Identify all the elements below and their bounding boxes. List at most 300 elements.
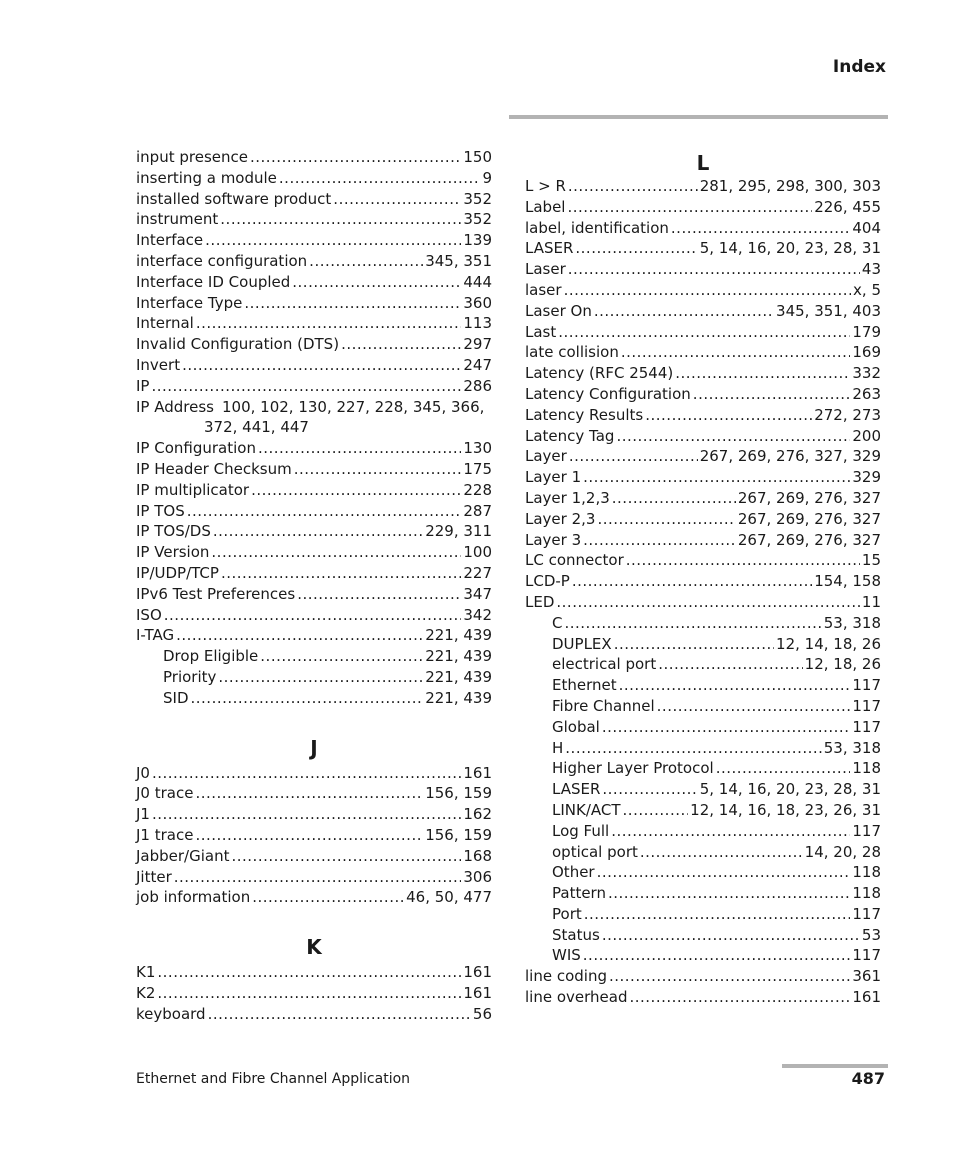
index-entry (525, 987, 881, 1008)
index-pages: 150 (463, 148, 492, 166)
index-column-right (525, 150, 881, 1008)
dot-leader (182, 355, 461, 376)
index-pages: 5, 14, 16, 20, 23, 28, 31 (699, 239, 881, 258)
index-pages: 118 (852, 863, 881, 882)
index-pages: 12, 18, 26 (804, 655, 881, 674)
index-term: Log Full (552, 821, 610, 840)
index-subentry (136, 646, 492, 667)
index-entry (525, 426, 881, 447)
index-term: IP TOS/DS (136, 522, 211, 541)
dot-leader (568, 259, 860, 280)
index-pages: 118 (852, 759, 881, 778)
dot-leader (297, 584, 461, 605)
index-pages: 11 (861, 592, 881, 611)
dot-leader (208, 1004, 471, 1025)
index-entry (136, 209, 492, 230)
index-term: Interface (136, 231, 204, 250)
index-term: IP Version (136, 543, 210, 562)
index-subentry (525, 925, 881, 946)
dot-leader (205, 230, 461, 251)
index-entry (525, 509, 881, 530)
dot-leader (611, 821, 850, 842)
index-subentry (525, 842, 881, 863)
index-entry (525, 530, 881, 551)
index-pages: 162 (463, 805, 492, 824)
index-entry (525, 342, 881, 363)
index-term: Laser (525, 260, 566, 279)
index-entry (525, 405, 881, 426)
index-entry (136, 584, 492, 605)
index-pages: 227 (463, 563, 492, 582)
index-pages: 117 (852, 904, 881, 923)
index-pages: 154, 158 (814, 572, 881, 591)
index-subentry (136, 688, 492, 709)
index-subentry (525, 821, 881, 842)
dot-leader (575, 238, 697, 259)
dot-leader (565, 738, 821, 759)
index-term: K1 (136, 963, 156, 982)
dot-leader (260, 646, 423, 667)
index-term: Latency Configuration (525, 384, 691, 403)
index-entry (136, 605, 492, 626)
dot-leader (191, 688, 424, 709)
dot-leader (616, 426, 850, 447)
index-term: K2 (136, 983, 156, 1002)
index-pages: 263 (852, 384, 881, 403)
dot-leader (623, 800, 689, 821)
index-subentry (525, 675, 881, 696)
dot-leader (597, 509, 735, 530)
index-term: Interface Type (136, 293, 243, 312)
index-pages: 347 (463, 584, 492, 603)
index-pages: 130 (463, 439, 492, 458)
index-term: L > R (525, 177, 566, 195)
index-entry (136, 983, 492, 1004)
index-pages-continued: 372, 441, 447 (204, 418, 309, 437)
index-entry (136, 887, 492, 908)
dot-leader (164, 605, 462, 626)
dot-leader (602, 779, 697, 800)
dot-leader (564, 280, 851, 301)
index-pages: 329 (852, 468, 881, 487)
index-term: LASER (525, 239, 574, 258)
dot-leader (211, 542, 461, 563)
index-term: IP Configuration (136, 439, 256, 458)
header-rule (509, 115, 888, 119)
dot-leader (597, 862, 851, 883)
index-entry (136, 1004, 492, 1025)
index-term: IP (136, 376, 150, 395)
index-term: J1 (136, 805, 150, 824)
index-term: J0 trace (136, 784, 194, 803)
index-pages: 228 (463, 480, 492, 499)
index-pages: 56 (472, 1004, 492, 1023)
index-pages: 267, 269, 276, 327 (737, 530, 881, 549)
index-pages: 9 (482, 168, 492, 187)
index-pages: 267, 269, 276, 327 (737, 488, 881, 507)
index-term: Status (552, 925, 600, 944)
dot-leader (218, 667, 423, 688)
index-term: Internal (136, 314, 194, 333)
index-entry (136, 293, 492, 314)
dot-leader (602, 717, 851, 738)
index-group-l (525, 176, 881, 613)
dot-leader (196, 313, 462, 334)
index-entry (136, 272, 492, 293)
index-term: Label (525, 197, 566, 216)
index-pages: 156, 159 (425, 825, 492, 844)
index-entry (136, 763, 492, 784)
dot-leader (629, 987, 850, 1008)
index-subgroup-led (525, 613, 881, 967)
index-subentry (525, 779, 881, 800)
dot-leader (602, 925, 860, 946)
index-group-i (136, 147, 492, 397)
dot-leader (556, 592, 860, 613)
index-entry (136, 846, 492, 867)
index-subentry (525, 696, 881, 717)
index-entry (136, 230, 492, 251)
index-term: optical port (552, 842, 638, 861)
index-pages: 444 (463, 272, 492, 291)
index-entry (525, 488, 881, 509)
index-pages: 100, 102, 130, 227, 228, 345, 366, (221, 397, 485, 416)
index-pages: 229, 311 (425, 522, 492, 541)
index-pages: 53, 318 (823, 613, 881, 632)
dot-leader (333, 189, 461, 210)
dot-leader (567, 197, 812, 218)
index-term: Latency Results (525, 405, 644, 424)
dot-leader (609, 966, 850, 987)
index-entry (525, 322, 881, 343)
dot-leader (251, 480, 461, 501)
index-term: I-TAG (136, 626, 175, 645)
index-pages: 267, 269, 276, 327, 329 (699, 447, 881, 466)
index-pages: 175 (463, 459, 492, 478)
index-group-l-continued (525, 966, 881, 1008)
index-term: Port (552, 904, 582, 923)
index-entry (525, 550, 881, 571)
dot-leader (558, 322, 850, 343)
index-pages: 221, 439 (425, 626, 492, 645)
dot-leader (583, 530, 736, 551)
dot-leader (608, 883, 850, 904)
index-term: LASER (552, 780, 601, 799)
index-pages: 332 (852, 364, 881, 383)
index-entry (525, 363, 881, 384)
index-pages: 161 (852, 988, 881, 1007)
index-pages: 352 (463, 189, 492, 208)
index-entry (525, 571, 881, 592)
index-term: Pattern (552, 884, 606, 903)
index-term: Layer 3 (525, 530, 582, 549)
page-number: 487 (851, 1069, 885, 1088)
index-subentry (525, 945, 881, 966)
index-entry (525, 301, 881, 322)
index-term: keyboard (136, 1004, 206, 1023)
index-pages: 161 (463, 763, 492, 782)
index-pages: 345, 351 (425, 251, 492, 270)
dot-leader (568, 176, 698, 197)
index-pages: 117 (852, 676, 881, 695)
index-term: line coding (525, 967, 607, 986)
index-term: Interface ID Coupled (136, 272, 291, 291)
index-term: IP/UDP/TCP (136, 563, 219, 582)
dot-leader (584, 904, 851, 925)
dot-leader (157, 983, 461, 1004)
dot-leader (341, 334, 461, 355)
index-group-i-continued (136, 438, 492, 646)
index-entry (136, 521, 492, 542)
dot-leader (195, 783, 423, 804)
dot-leader (640, 842, 803, 863)
index-entry (136, 867, 492, 888)
index-term: Priority (163, 667, 217, 686)
index-entry (136, 783, 492, 804)
dot-leader (309, 251, 423, 272)
index-pages: 272, 273 (814, 405, 881, 424)
index-pages: 161 (463, 983, 492, 1002)
index-term: Fibre Channel (552, 696, 655, 715)
dot-leader (671, 218, 850, 239)
dot-leader (564, 613, 821, 634)
index-subentry (525, 654, 881, 675)
index-entry (136, 313, 492, 334)
dot-leader (716, 758, 851, 779)
index-pages: 297 (463, 335, 492, 354)
footer-document-title: Ethernet and Fibre Channel Application (136, 1071, 411, 1087)
dot-leader (279, 168, 481, 189)
index-term: WIS (552, 946, 581, 965)
index-column-left (136, 147, 492, 1024)
dot-leader (675, 363, 850, 384)
page-header-title: Index (832, 57, 886, 77)
index-pages: 53, 318 (823, 738, 881, 757)
index-entry (136, 804, 492, 825)
index-subentry (136, 667, 492, 688)
index-pages: 14, 20, 28 (804, 842, 881, 861)
index-subentry (525, 800, 881, 821)
index-entry (525, 467, 881, 488)
index-subentry (525, 717, 881, 738)
index-term: Layer (525, 447, 567, 466)
dot-leader (187, 501, 462, 522)
index-pages: 281, 295, 298, 300, 303 (699, 177, 881, 195)
index-pages: x, 5 (853, 280, 881, 299)
index-pages: 179 (852, 322, 881, 341)
dot-leader (252, 887, 404, 908)
index-term: job information (136, 888, 251, 907)
index-subentry (525, 883, 881, 904)
index-term: Drop Eligible (163, 647, 259, 666)
index-entry (136, 376, 492, 397)
dot-leader (657, 696, 851, 717)
index-entry (525, 966, 881, 987)
index-term: LC connector (525, 551, 624, 570)
dot-leader (231, 846, 461, 867)
index-term: electrical port (552, 655, 657, 674)
index-pages: 12, 14, 18, 26 (776, 634, 881, 653)
index-term: DUPLEX (552, 634, 612, 653)
dot-leader (583, 945, 851, 966)
section-letter-k: K (306, 935, 322, 960)
index-entry (525, 446, 881, 467)
dot-leader (258, 438, 461, 459)
dot-leader (294, 459, 462, 480)
dot-leader (693, 384, 851, 405)
index-entry (136, 825, 492, 846)
index-term: late collision (525, 343, 619, 362)
index-pages: 352 (463, 210, 492, 229)
dot-leader (221, 563, 461, 584)
index-term: Layer 1,2,3 (525, 488, 610, 507)
dot-leader (152, 763, 461, 784)
index-pages: 43 (861, 260, 881, 279)
index-term: inserting a module (136, 168, 277, 187)
dot-leader (626, 550, 860, 571)
index-pages: 117 (852, 821, 881, 840)
index-pages: 200 (852, 426, 881, 445)
dot-leader (244, 293, 461, 314)
index-pages: 100 (463, 543, 492, 562)
index-term: LED (525, 592, 555, 611)
index-entry (525, 384, 881, 405)
dot-leader (176, 625, 423, 646)
index-pages: 342 (463, 605, 492, 624)
index-pages: 345, 351, 403 (776, 301, 881, 320)
dot-leader (572, 571, 812, 592)
index-term: instrument (136, 210, 219, 229)
index-entry (136, 501, 492, 522)
index-term: LINK/ACT (552, 800, 621, 819)
dot-leader (614, 634, 774, 655)
index-pages: 247 (463, 355, 492, 374)
index-term: Jitter (136, 867, 172, 886)
index-term: interface configuration (136, 251, 308, 270)
index-term: Other (552, 863, 595, 882)
dot-leader (621, 342, 851, 363)
index-entry (136, 189, 492, 210)
index-term: Invert (136, 355, 181, 374)
index-pages: 168 (463, 846, 492, 865)
index-term: line overhead (525, 988, 628, 1007)
index-term: SID (163, 688, 189, 707)
index-subentry (525, 613, 881, 634)
index-term: ISO (136, 605, 162, 624)
index-entry (525, 592, 881, 613)
dot-leader (645, 405, 812, 426)
index-term: Layer 1 (525, 468, 582, 487)
index-term: Last (525, 322, 557, 341)
index-entry (136, 147, 492, 168)
index-entry (136, 459, 492, 480)
index-pages: 117 (852, 696, 881, 715)
section-letter-j: J (310, 735, 318, 760)
index-term: Global (552, 717, 600, 736)
index-subgroup-itag (136, 646, 492, 708)
index-term: J0 (136, 763, 150, 782)
index-subentry (525, 738, 881, 759)
index-entry (136, 334, 492, 355)
index-group-k (136, 962, 492, 1024)
dot-leader (583, 467, 850, 488)
index-pages: 221, 439 (425, 667, 492, 686)
index-term: C (552, 613, 563, 632)
index-pages: 267, 269, 276, 327 (737, 509, 881, 528)
index-entry (136, 480, 492, 501)
index-entry (136, 962, 492, 983)
index-entry (525, 197, 881, 218)
index-pages: 404 (852, 218, 881, 237)
index-pages: 287 (463, 501, 492, 520)
index-pages: 306 (463, 867, 492, 886)
index-pages: 118 (852, 884, 881, 903)
section-letter-l: L (696, 151, 710, 175)
index-entry (136, 563, 492, 584)
dot-leader (195, 825, 423, 846)
index-term: J1 trace (136, 825, 194, 844)
index-entry (525, 238, 881, 259)
index-term: Jabber/Giant (136, 846, 230, 865)
index-pages: 46, 50, 477 (406, 888, 492, 907)
dot-leader (658, 654, 802, 675)
index-entry (136, 168, 492, 189)
index-term: Latency (RFC 2544) (525, 364, 674, 383)
index-entry (136, 625, 492, 646)
index-term: Layer 2,3 (525, 509, 596, 528)
index-entry (525, 280, 881, 301)
index-term: installed software product (136, 189, 332, 208)
index-pages: 221, 439 (425, 688, 492, 707)
dot-leader (220, 209, 461, 230)
index-term: IPv6 Test Preferences (136, 584, 296, 603)
index-group-j (136, 763, 492, 909)
dot-leader (157, 962, 461, 983)
index-entry (525, 259, 881, 280)
index-pages: 53 (861, 925, 881, 944)
index-term: LCD-P (525, 572, 570, 591)
index-pages: 360 (463, 293, 492, 312)
index-subentry (525, 904, 881, 925)
index-term: IP Address (136, 397, 214, 416)
index-entry (136, 251, 492, 272)
index-term: Invalid Configuration (DTS) (136, 335, 340, 354)
dot-leader (174, 867, 462, 888)
index-subentry (525, 758, 881, 779)
dot-leader (612, 488, 736, 509)
index-term: laser (525, 280, 562, 299)
index-pages: 117 (852, 717, 881, 736)
index-entry-ip-address (136, 397, 492, 439)
index-term: Latency Tag (525, 426, 615, 445)
index-term: input presence (136, 148, 248, 166)
index-pages: 169 (852, 343, 881, 362)
index-pages: 221, 439 (425, 647, 492, 666)
index-subentry (525, 634, 881, 655)
index-pages: 117 (852, 946, 881, 965)
index-pages: 156, 159 (425, 784, 492, 803)
index-term: H (552, 738, 564, 757)
dot-leader (292, 272, 461, 293)
index-term: IP TOS (136, 501, 185, 520)
index-term: Ethernet (552, 676, 617, 695)
index-term: IP Header Checksum (136, 459, 292, 478)
index-entry (136, 542, 492, 563)
index-term: IP multiplicator (136, 480, 250, 499)
index-term: label, identification (525, 218, 669, 237)
index-entry (525, 218, 881, 239)
index-pages: 12, 14, 16, 18, 23, 26, 31 (690, 800, 881, 819)
